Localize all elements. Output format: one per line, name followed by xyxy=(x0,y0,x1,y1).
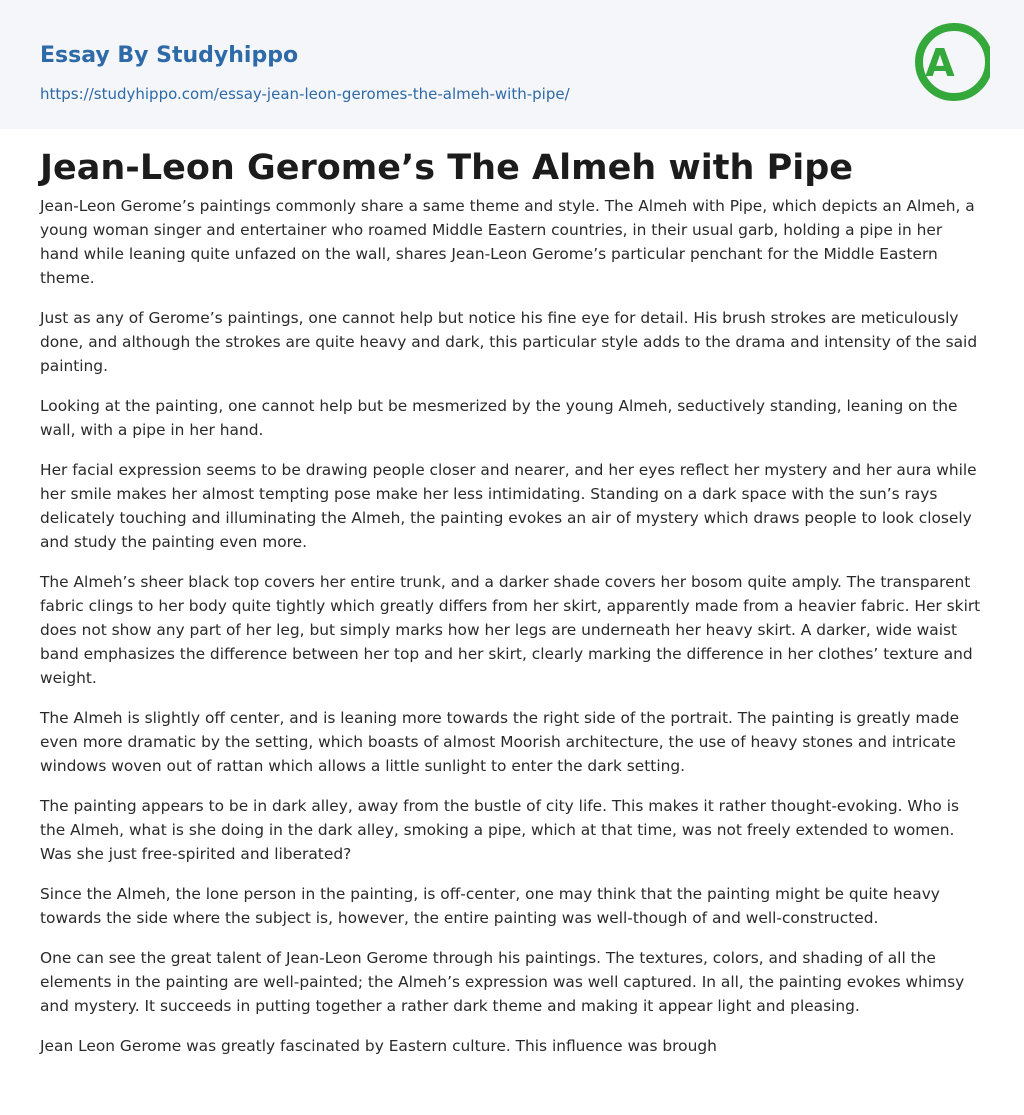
page-url-link[interactable]: https://studyhippo.com/essay-jean-leon-geromes-the-almeh-with-pipe/ xyxy=(40,85,570,103)
site-header xyxy=(0,0,1024,129)
page-title: Jean-Leon Gerome’s The Almeh with Pipe xyxy=(40,148,854,188)
logo-letter: A xyxy=(925,41,955,85)
paragraph: Jean-Leon Gerome’s paintings commonly share a same theme and style. The Almeh with Pipe, which depicts an Almeh, a young woman singer and entertainer who roamed Middle Eastern countries, in their usual garb, holding a pipe in her hand while leaning quite unfazed on the wall, shares Jean-Leon Gerome’s particular penchant for the Middle Eastern theme. xyxy=(40,197,975,287)
paragraph: The painting appears to be in dark alley, away from the bustle of city life. This makes it rather thought-evoking. Who is the Almeh, what is she doing in the dark alley, smoking a pipe, which at that time, was not freely extended to women. Was she just free-spirited and liberated? xyxy=(40,797,959,863)
paragraph: Looking at the painting, one cannot help but be mesmerized by the young Almeh, seductively standing, leaning on the wall, with a pipe in her hand. xyxy=(40,397,958,439)
paragraph-truncated: Jean Leon Gerome was greatly fascinated by Eastern culture. This influence was brough xyxy=(40,1037,717,1055)
paragraph: Just as any of Gerome’s paintings, one cannot help but notice his fine eye for detail. His brush strokes are meticulously done, and although the strokes are quite heavy and dark, this particular style adds to the drama and intensity of the said painting. xyxy=(40,309,978,375)
site-brand[interactable]: Essay By Studyhippo xyxy=(40,43,299,68)
essay-body xyxy=(40,194,984,1074)
paragraph: Her facial expression seems to be drawing people closer and nearer, and her eyes reflect her mystery and her aura while her smile makes her almost tempting pose make her less intimidating. Standing on a dark space with the sun’s rays delicately touching and illuminating the Almeh, the painting evokes an air of mystery which draws people to look closely and study the painting even more. xyxy=(40,461,977,551)
paragraph: One can see the great talent of Jean-Leon Gerome through his paintings. The textures, colors, and shading of all the elements in the painting are well-painted; the Almeh’s expression was well captured. In all, the painting evokes whimsy and mystery. It succeeds in putting together a rather dark theme and making it appear light and pleasing. xyxy=(40,949,965,1015)
paragraph: Since the Almeh, the lone person in the painting, is off-center, one may think that the painting might be quite heavy towards the side where the subject is, however, the entire painting was well-though of and well-constructed. xyxy=(40,885,940,927)
paragraph: The Almeh’s sheer black top covers her entire trunk, and a darker shade covers her bosom quite amply. The transparent fabric clings to her body quite tightly which greatly differs from her skirt, apparently made from a heavier fabric. Her skirt does not show any part of her leg, but simply marks how her legs are underneath her heavy skirt. A darker, wide waist band emphasizes the difference between her top and her skirt, clearly marking the difference in her clothes’ texture and weight. xyxy=(40,573,981,687)
studyhippo-logo-icon[interactable] xyxy=(906,18,990,106)
paragraph: The Almeh is slightly off center, and is leaning more towards the right side of the portrait. The painting is greatly made even more dramatic by the setting, which boasts of almost Moorish architecture, the use of heavy stones and intricate windows woven out of rattan which allows a little sunlight to enter the dark setting. xyxy=(40,709,960,775)
